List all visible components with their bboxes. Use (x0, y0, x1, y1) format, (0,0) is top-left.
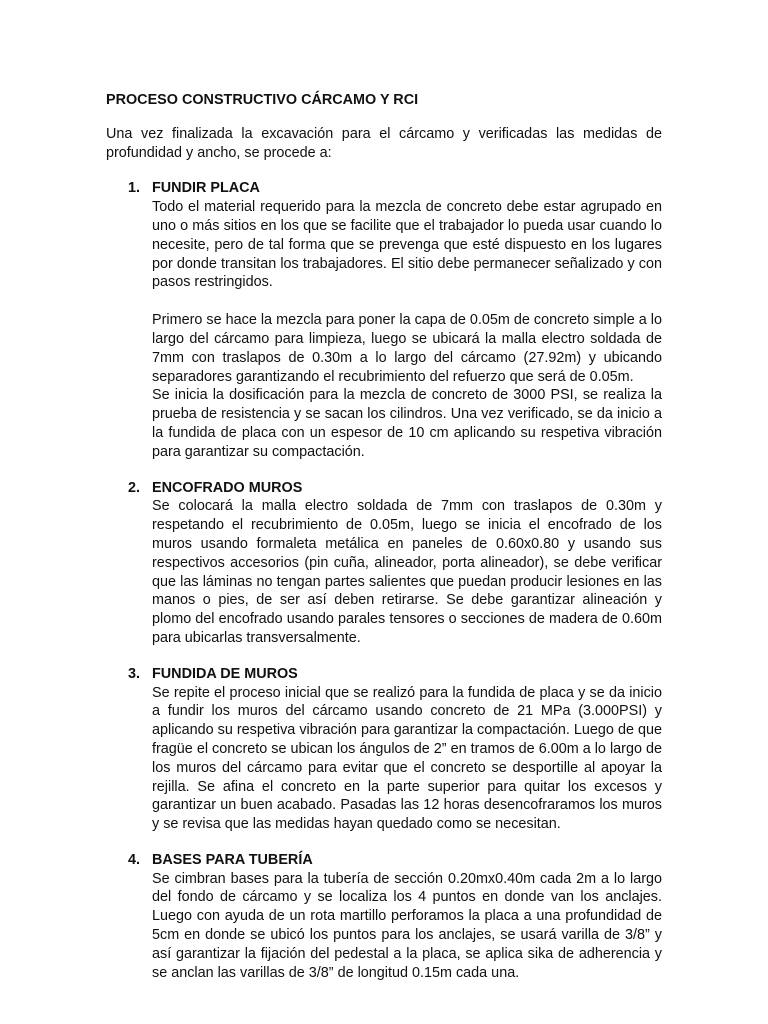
section-encofrado-muros (106, 479, 662, 648)
section-heading: BASES PARA TUBERÍA (152, 851, 313, 868)
section-heading: FUNDIDA DE MUROS (152, 665, 298, 682)
section-paragraph: Se repite el proceso inicial que se realizó para la fundida de placa y se da inicio a fundir los muros del cárcamo usando concreto de 21 MPa (3.000PSI) y aplicando su respetiva vibración para garantizar la compactación. Luego de que fragüe el concreto se ubican los ángulos de 2” en tramos de 6.00m a lo largo de los muros del cárcamo para evitar que el concreto se desportille al apoyar la rejilla. Se afina el concreto en la parte superior para quitar los excesos y garantizar un buen acabado. Pasadas las 12 horas desencofraramos los muros y se revisa que las medidas hayan quedado como se necesitan. (152, 684, 662, 833)
document-title: PROCESO CONSTRUCTIVO CÁRCAMO Y RCI (106, 92, 419, 108)
section-paragraph: Primero se hace la mezcla para poner la capa de 0.05m de concreto simple a lo largo del cárcamo para limpieza, luego se ubicará la malla electro soldada de 7mm con traslapos de 0.30m a lo largo del cárcamo (27.92m) y ubicando separadores garantizando el recubrimiento del refuerzo que será de 0.05m. (152, 312, 662, 385)
section-fundir-placa (106, 179, 662, 461)
section-number: 1. (128, 180, 141, 197)
section-heading: FUNDIR PLACA (152, 180, 260, 197)
section-paragraph: Se colocará la malla electro soldada de 7mm con traslapos de 0.30m y respetando el recubrimiento de 0.05m, luego se inicia el encofrado de los muros usando formaleta metálica en paneles de 0.60x0.80 y usando sus respectivos accesorios (pin cuña, alineador, porta alineador), se debe verificar que las láminas no tengan partes salientes que puedan producir lesiones en las manos o pies, de ser así deben retirarse. Se debe garantizar alineación y plomo del encofrado usando parales tensores o secciones de madera de 0.60m para ubicarlas transversalmente. (152, 498, 662, 646)
document-page (106, 91, 662, 999)
section-paragraph: Se cimbran bases para la tubería de sección 0.20mx0.40m cada 2m a lo largo del fondo de cárcamo y se localiza los 4 puntos en donde van los anclajes. Luego con ayuda de un rota martillo perforamos la placa a una profundidad de 5cm en donde se ubicó los puntos para los anclajes, se usará varilla de 3/8” y así garantizar la fijación del pedestal a la placa, se aplica sika de adherencia y se anclan las varillas de 3/8” de longitud 0.15m cada una. (152, 870, 662, 981)
section-number: 2. (128, 479, 141, 496)
section-paragraph: Se inicia la dosificación para la mezcla de concreto de 3000 PSI, se realiza la prueba de resistencia y se sacan los cilindros. Una vez verificado, se da inicio a la fundida de placa con un espesor de 10 cm aplicando su respetiva vibración para garantizar su compactación. (152, 387, 662, 460)
section-number: 3. (128, 665, 141, 682)
section-bases-para-tuberia (106, 851, 662, 983)
section-heading: ENCOFRADO MUROS (152, 479, 303, 496)
section-number: 4. (128, 851, 141, 868)
section-fundida-de-muros (106, 665, 662, 834)
section-paragraph: Todo el material requerido para la mezcla de concreto debe estar agrupado en uno o más sitios en los que se facilite que el trabajador lo pueda usar cuando lo necesite, pero de tal forma que se prevenga que esté dispuesto en los lugares por donde transitan los trabajadores. El sitio debe permanecer señalizado y con pasos restringidos. (152, 199, 662, 291)
intro-paragraph: Una vez finalizada la excavación para el cárcamo y verificadas las medidas de profundidad y ancho, se procede a: (106, 125, 662, 161)
